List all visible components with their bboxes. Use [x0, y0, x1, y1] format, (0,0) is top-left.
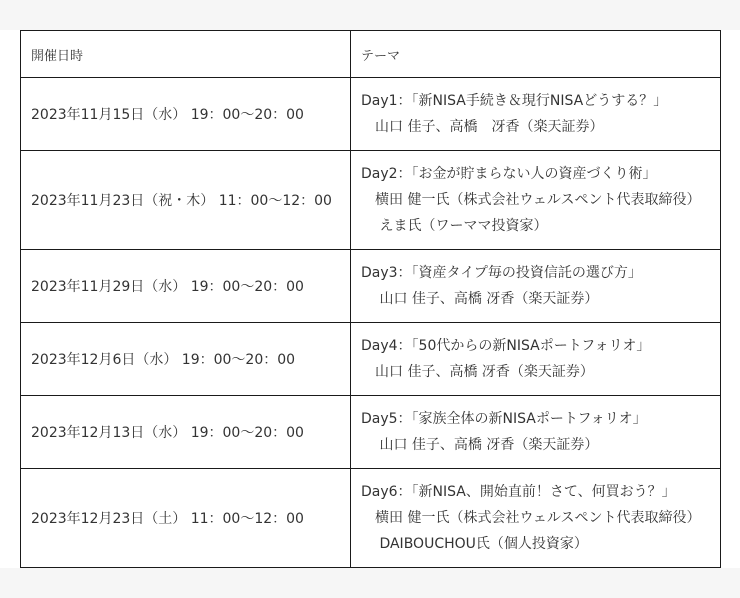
- datetime-cell: 2023年11月15日（水） 19：00〜20：00: [21, 78, 351, 151]
- table-row: [21, 469, 721, 568]
- theme-speakers: DAIBOUCHOU氏（個人投資家）: [361, 536, 588, 552]
- theme-speakers: 山口 佳子、高橋 冴香（楽天証券）: [361, 437, 599, 453]
- table-header-row: [21, 31, 721, 78]
- table-row: [21, 323, 721, 396]
- header-datetime: 開催日時: [21, 31, 351, 78]
- theme-cell: [351, 469, 721, 568]
- table-row: [21, 78, 721, 151]
- datetime-cell: 2023年11月23日（祝・木） 11：00〜12：00: [21, 151, 351, 250]
- theme-title: Day6：「新NISA、開始直前！さて、何買おう？」: [361, 484, 676, 500]
- datetime-cell: 2023年12月13日（水） 19：00〜20：00: [21, 396, 351, 469]
- theme-speakers: 山口 佳子、高橋 冴香（楽天証券）: [361, 291, 599, 307]
- datetime-cell: 2023年11月29日（水） 19：00〜20：00: [21, 250, 351, 323]
- theme-speakers: 山口 佳子、高橋 冴香（楽天証券）: [361, 364, 594, 380]
- theme-cell: [351, 396, 721, 469]
- theme-title: Day4：「50代からの新NISAポートフォリオ」: [361, 338, 651, 354]
- theme-title: Day3：「資産タイプ毎の投資信託の選び方」: [361, 265, 642, 281]
- theme-cell: [351, 78, 721, 151]
- theme-speakers: 山口 佳子、高橋 冴香（楽天証券）: [361, 119, 604, 135]
- table-row: [21, 396, 721, 469]
- header-theme: テーマ: [351, 31, 721, 78]
- theme-speakers: 横田 健一氏（株式会社ウェルスペント代表取締役）: [361, 510, 701, 526]
- table-row: [21, 151, 721, 250]
- theme-speakers: 横田 健一氏（株式会社ウェルスペント代表取締役）: [361, 192, 701, 208]
- schedule-table: [20, 30, 721, 568]
- theme-cell: [351, 250, 721, 323]
- theme-title: Day1：「新NISA手続き＆現行NISAどうする？」: [361, 93, 668, 109]
- table-row: [21, 250, 721, 323]
- theme-title: Day5：「家族全体の新NISAポートフォリオ」: [361, 411, 647, 427]
- datetime-cell: 2023年12月6日（水） 19：00〜20：00: [21, 323, 351, 396]
- datetime-cell: 2023年12月23日（土） 11：00〜12：00: [21, 469, 351, 568]
- theme-title: Day2：「お金が貯まらない人の資産づくり術」: [361, 166, 657, 182]
- theme-cell: [351, 151, 721, 250]
- theme-speakers: えま氏（ワーママ投資家）: [361, 218, 548, 234]
- theme-cell: [351, 323, 721, 396]
